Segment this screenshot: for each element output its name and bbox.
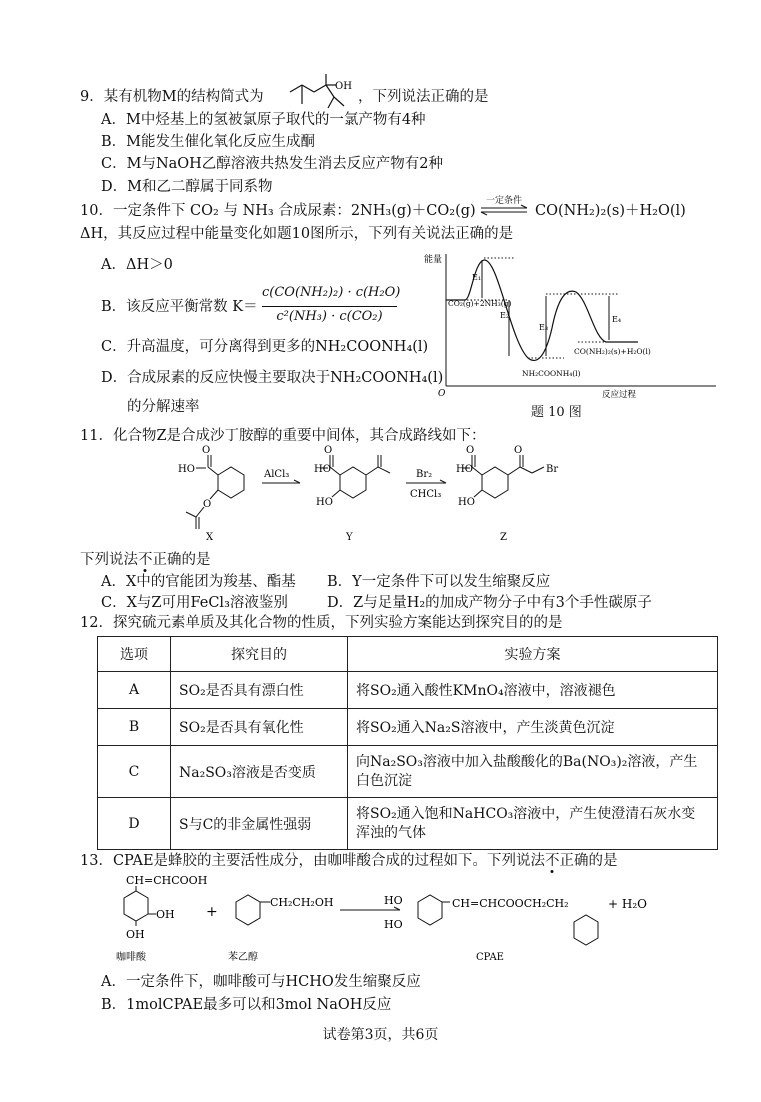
q10-option-c: C．升高温度，可分离得到更多的NH₂COONH₄(l) (101, 339, 429, 355)
q9-stem-a: 9．某有机物M的结构简式为 (80, 89, 264, 105)
z-ho2-label: HO (458, 497, 475, 508)
table-cell: S与C的非金属性强弱 (171, 798, 348, 850)
q10-figure-caption: 题 10 图 (531, 405, 582, 420)
plus-sign: + (206, 904, 218, 920)
table-cell: SO₂是否具有氧化性 (171, 709, 348, 746)
q13-stem (80, 851, 618, 871)
table-row (98, 798, 718, 850)
energy-end-label: CO(NH₂)₂(s)+H₂O(l) (574, 347, 651, 356)
table-row (98, 709, 718, 746)
q10-option-b-denominator: c²(NH₃) · c(CO₂) (276, 309, 383, 324)
table-cell: A (98, 672, 171, 709)
table-header-row (98, 637, 718, 672)
q11-stem: 11．化合物Z是合成沙丁胺醇的重要中间体，其合成路线如下： (80, 428, 486, 444)
energy-e1: E₁ (472, 273, 482, 282)
table-header-cell: 探究目的 (171, 637, 348, 672)
energy-mid-label: NH₂COONH₄(l) (522, 369, 581, 378)
q9-option-c: C．M与NaOH乙醇溶液共热发生消去反应产物有2种 (101, 156, 444, 172)
x-ho-label: HO (178, 464, 195, 475)
z-o-label: O (466, 445, 475, 456)
q10-energy-diagram (418, 248, 718, 400)
table-cell: D (98, 798, 171, 850)
q9-stem-b: ，下列说法正确的是 (358, 89, 489, 105)
table-cell: C (98, 746, 171, 798)
table-row (98, 746, 718, 798)
z-br-label: Br (546, 464, 559, 475)
phenethyl-name: 苯乙醇 (228, 952, 258, 963)
caffeic-oh2: OH (126, 928, 145, 941)
q10-option-b-numerator: c(CO(NH₂)₂) · c(H₂O) (262, 285, 401, 300)
q10-condition-label: 一定条件 (485, 196, 522, 206)
q11-question-not: 不 (138, 552, 153, 568)
table-cell: 将SO₂通入酸性KMnO₄溶液中，溶液褪色 (348, 672, 718, 709)
q10-option-a: A．ΔH＞0 (101, 257, 173, 273)
table-cell: 向Na₂SO₃溶液中加入盐酸酸化的Ba(NO₃)₂溶液，产生白色沉淀 (348, 746, 718, 798)
z-o2-label: O (514, 445, 523, 456)
q13-stem-not: 不 (545, 853, 560, 869)
caffeic-oh1: OH (156, 908, 175, 921)
q11-option-a: A．X中的官能团为羧基、酯基 (101, 574, 296, 590)
x-o-label: O (202, 445, 211, 456)
table-header-cell: 选项 (98, 637, 171, 672)
q9-oh-label: OH (335, 81, 352, 92)
cpae-ho-top: HO (384, 894, 403, 907)
x-ester-o-label: O (203, 499, 212, 510)
q9-molecule-structure (288, 70, 360, 110)
q11-synthesis-route (170, 443, 570, 545)
y-ho2-label: HO (316, 497, 333, 508)
q9-option-d: D．M和乙二醇属于同系物 (101, 179, 273, 195)
q11-option-d: D．Z与足量H₂的加成产物分子中有3个手性碳原子 (327, 595, 652, 611)
reagent-alcl3: AlCl₃ (264, 469, 290, 480)
reagent-br2: Br₂ (416, 469, 433, 480)
table-header-cell: 实验方案 (348, 637, 718, 672)
q11-option-c: C．X与Z可用FeCl₃溶液鉴别 (101, 595, 288, 611)
energy-ylabel: 能量 (424, 255, 443, 265)
reagent-chcl3: CHCl₃ (410, 489, 442, 500)
energy-e2: E₂ (500, 311, 510, 320)
q13-stem-a: 13．CPAE是蜂胶的主要活性成分，由咖啡酸合成的过程如下。下列说法 (80, 853, 546, 869)
q13-stem-b: 正确的是 (559, 853, 618, 869)
q11-question (80, 550, 211, 570)
page-footer: 试卷第3页，共6页 (322, 1027, 439, 1043)
table-cell: Na₂SO₃溶液是否变质 (171, 746, 348, 798)
energy-xlabel: 反应过程 (602, 390, 637, 400)
q11-question-b: 正确的是 (152, 552, 211, 568)
q10-stem-line1-end: CO(NH₂)₂(s)＋H₂O(l) (535, 203, 686, 219)
caffeic-chain: CH=CHCOOH (126, 874, 208, 887)
q9-option-a: A．M中烃基上的氢被氯原子取代的一氯产物有4种 (101, 112, 426, 128)
label-z: Z (500, 532, 507, 543)
label-y: Y (346, 532, 353, 543)
table-cell: 将SO₂通入Na₂S溶液中，产生淡黄色沉淀 (348, 709, 718, 746)
table-cell: SO₂是否具有漂白性 (171, 672, 348, 709)
q10-option-d-line1: D．合成尿素的反应快慢主要取决于NH₂COONH₄(l) (101, 370, 444, 386)
q9-option-b: B．M能发生催化氧化反应生成酮 (101, 134, 316, 150)
q12-stem: 12．探究硫元素单质及其化合物的性质，下列实验方案能达到探究目的的是 (80, 615, 563, 631)
energy-e4: E₄ (612, 315, 622, 324)
table-cell: 将SO₂通入饱和NaHCO₃溶液中，产生使澄清石灰水变浑浊的气体 (348, 798, 718, 850)
cpae-name: CPAE (476, 952, 504, 963)
caffeic-name: 咖啡酸 (116, 952, 146, 963)
q10-stem-line1: 10．一定条件下 CO₂ 与 NH₃ 合成尿素：2NH₃(g)＋CO₂(g) (80, 203, 476, 219)
q12-experiment-table (97, 636, 718, 850)
y-o-label: O (324, 445, 333, 456)
water-product: + H₂O (608, 897, 647, 911)
table-row (98, 672, 718, 709)
q10-stem-line2: ΔH，其反应过程中能量变化如题10图所示，下列有关说法正确的是 (80, 226, 514, 242)
table-cell: B (98, 709, 171, 746)
q10-option-d-line2: 的分解速率 (127, 399, 200, 415)
energy-origin: O (438, 389, 446, 399)
phenethyl-chain: CH₂CH₂OH (270, 896, 334, 909)
q11-option-b: B．Y一定条件下可以发生缩聚反应 (327, 574, 551, 590)
q11-question-a: 下列说法 (80, 552, 138, 568)
energy-e3: E₃ (539, 323, 549, 332)
q13-option-a: A．一定条件下，咖啡酸可与HCHO发生缩聚反应 (101, 974, 421, 990)
q10-fraction-bar (262, 306, 397, 307)
energy-start-label: CO₂(g)+2NH₃(g) (448, 299, 512, 308)
z-ho-label: HO (456, 464, 473, 475)
y-ho-label: HO (314, 464, 331, 475)
q13-option-b: B．1molCPAE最多可以和3mol NaOH反应 (101, 997, 392, 1013)
q13-reaction-scheme (112, 872, 672, 968)
q10-equilibrium-arrow-icon (479, 204, 529, 216)
cpae-chain: CH=CHCOOCH₂CH₂ (452, 897, 569, 910)
q10-option-b-prefix: B．该反应平衡常数 K＝ (101, 299, 258, 315)
label-x: X (206, 532, 214, 543)
cpae-ho-bottom: HO (384, 918, 403, 931)
